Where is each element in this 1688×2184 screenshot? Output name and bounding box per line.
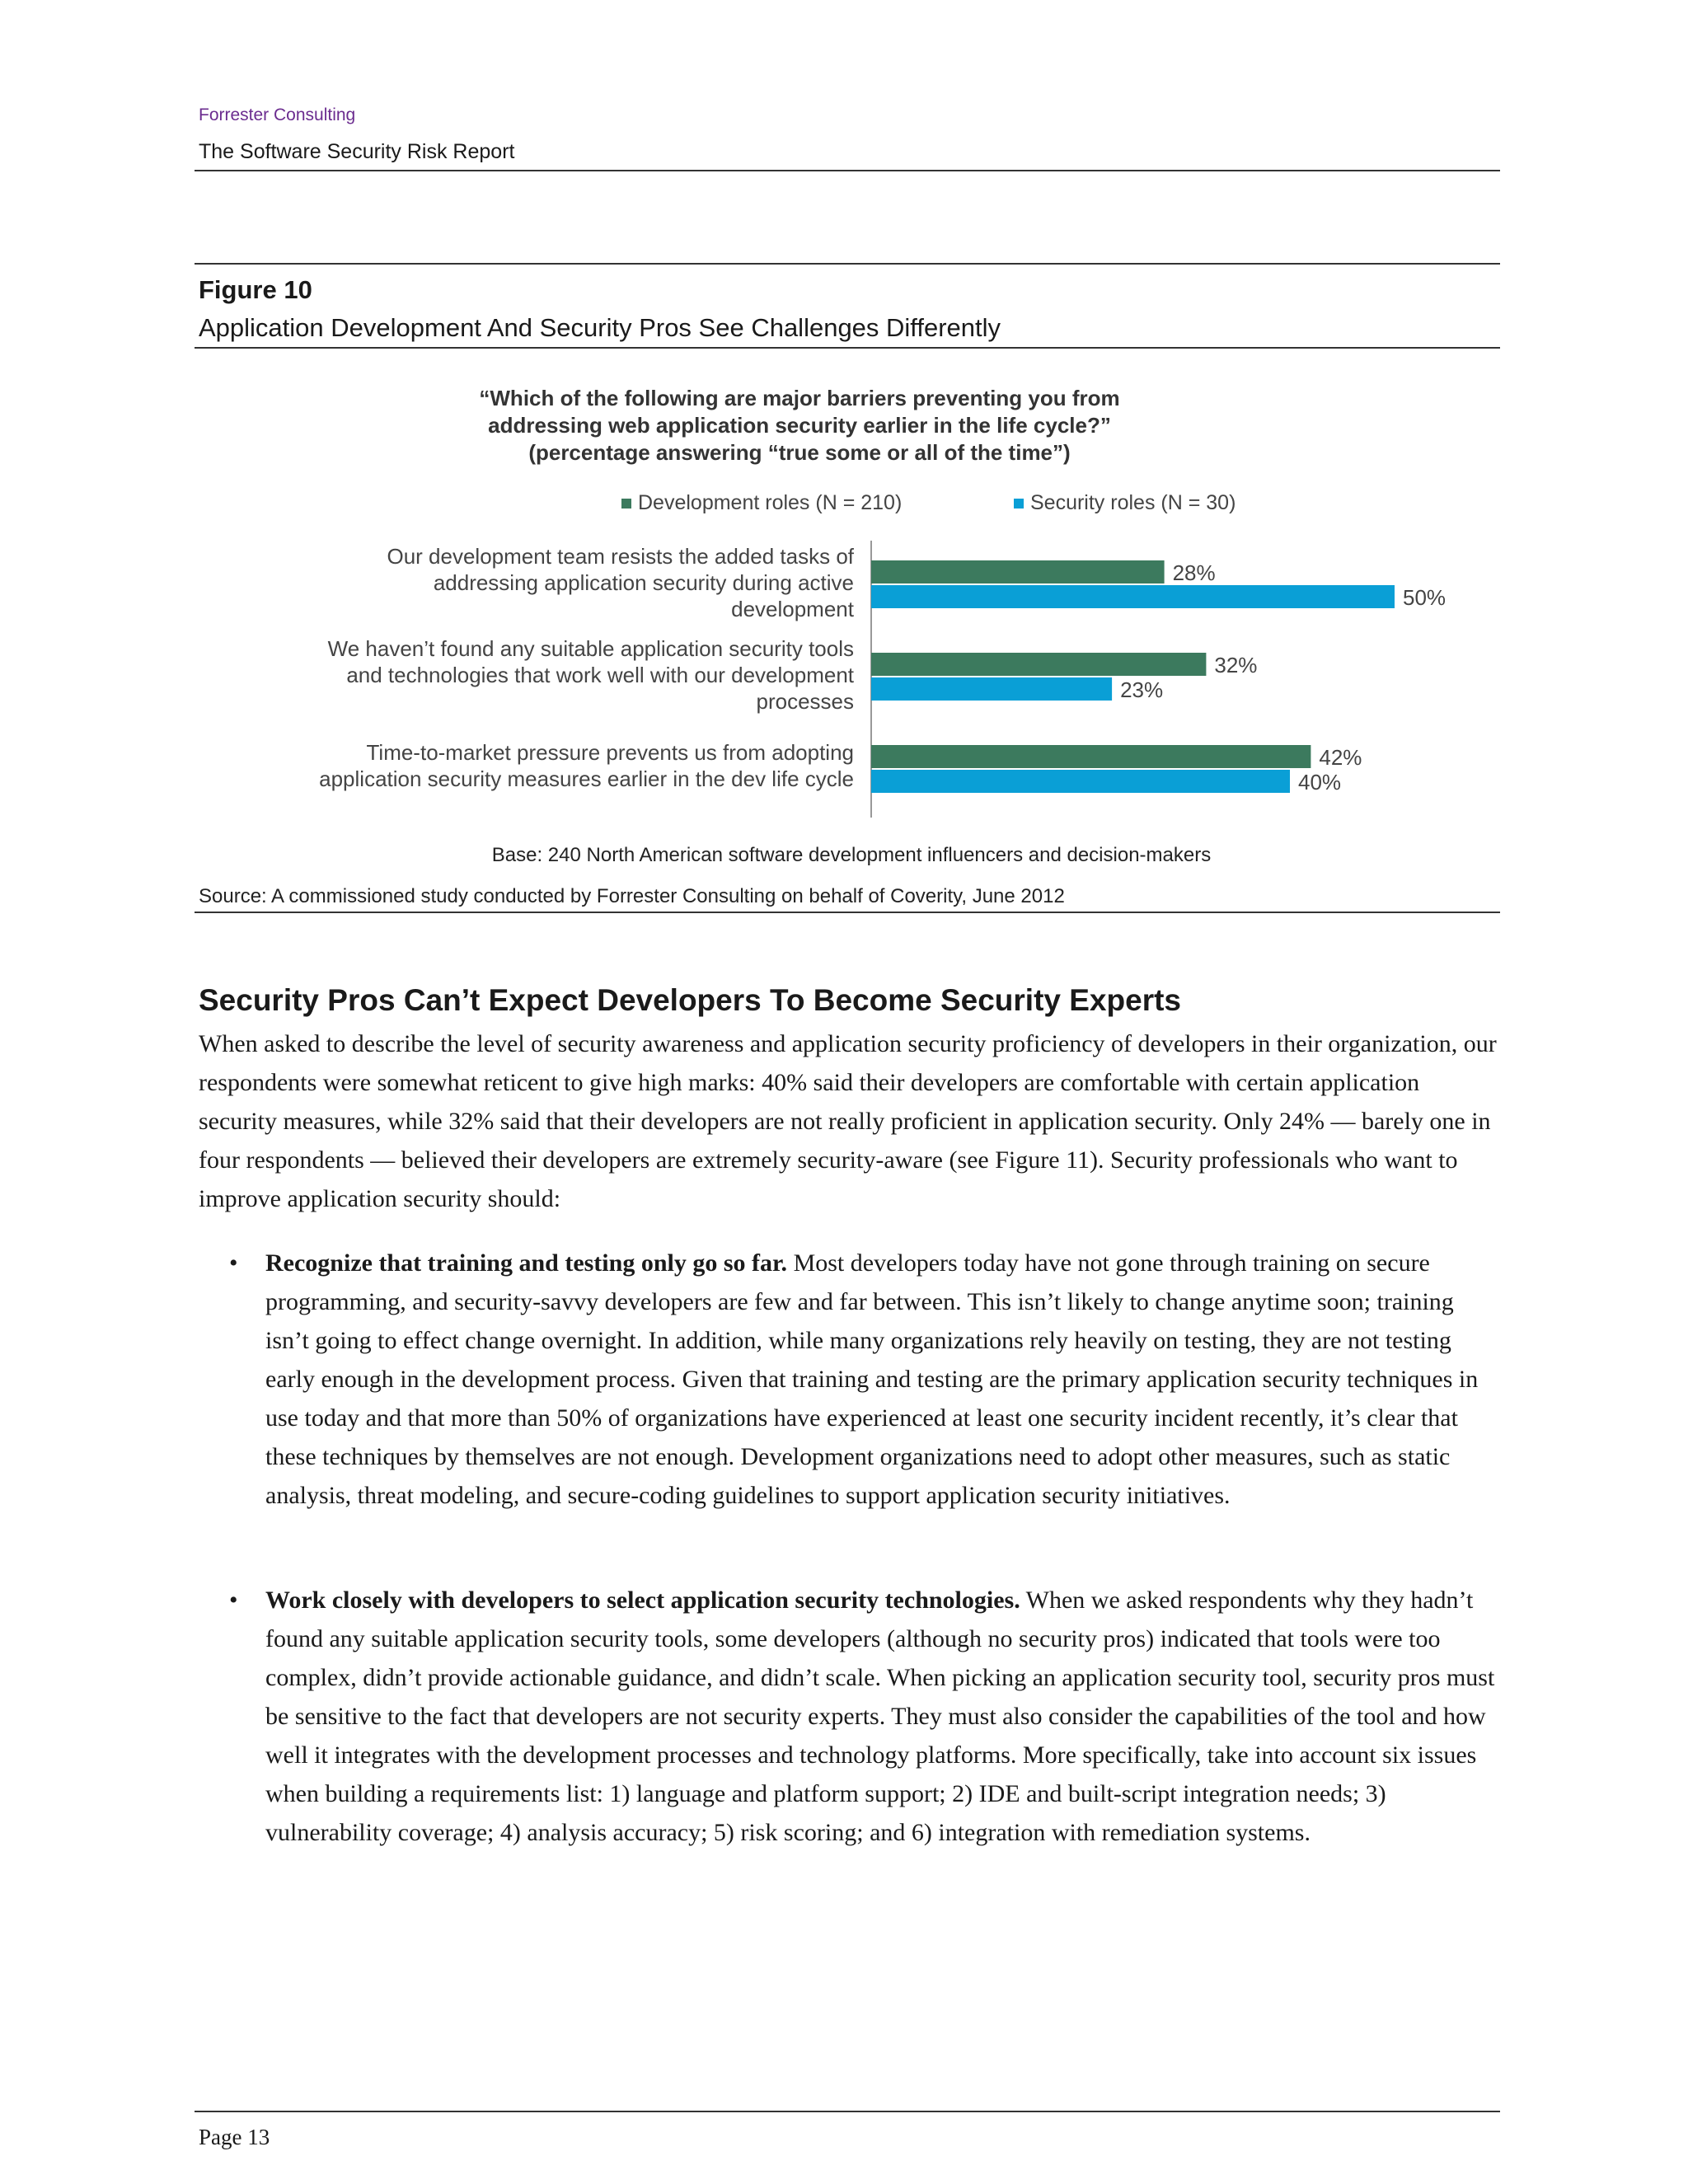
- category-label-line: Time-to-market pressure prevents us from adopting: [366, 740, 854, 765]
- bar-security-1: [871, 677, 1112, 701]
- data-label: 42%: [1319, 745, 1362, 770]
- bar-development-1: [871, 653, 1206, 676]
- data-label: 32%: [1214, 653, 1258, 677]
- data-label: 28%: [1172, 560, 1216, 585]
- data-label: 23%: [1120, 677, 1164, 702]
- category-label-line: We haven’t found any suitable application security tools: [327, 636, 854, 661]
- page-number: Page 13: [199, 2125, 270, 2149]
- category-label-line: addressing application security during active: [433, 570, 854, 595]
- bar-development-0: [871, 560, 1165, 583]
- data-label: 50%: [1403, 585, 1447, 610]
- bullet-text: [265, 1244, 1503, 1515]
- bullet-item: [229, 1581, 1503, 1852]
- bullet-lead: Recognize that training and testing only go so far.: [265, 1249, 788, 1277]
- bar-development-2: [871, 745, 1311, 768]
- bar-chart: [0, 0, 1688, 907]
- header-brand: Forrester Consulting: [199, 105, 356, 124]
- figure-title: Application Development And Security Pros See Challenges Differently: [199, 313, 1001, 342]
- bullet-text: [265, 1581, 1503, 1852]
- figure-number: Figure 10: [199, 275, 312, 304]
- bullet-body: When we asked respondents why they hadn’t found any suitable application security tools, some developers (although no security pros) indicated that tools were too complex, didn’t provide actionable guidance, and didn’t scale. When picking an application security tool, security pros must be sensitive to the fact that developers are not security experts. They must also consider the capabilities of the tool and how well it integrates with the development processes and technology platforms. More specifically, take into account six issues when building a requirements list: 1) language and platform support; 2) IDE and built-script integration needs; 3) vulnerability coverage; 4) analysis accuracy; 5) risk scoring; and 6) integration with remediation systems.: [265, 1586, 1495, 1846]
- question-line: addressing web application security earlier in the life cycle?”: [488, 413, 1111, 438]
- report-title: The Software Security Risk Report: [199, 140, 515, 163]
- bar-security-2: [871, 770, 1290, 793]
- bar-security-0: [871, 585, 1395, 608]
- bullet-lead: Work closely with developers to select application security technologies.: [265, 1586, 1020, 1614]
- legend-label-security: Security roles (N = 30): [1030, 491, 1236, 514]
- category-label-line: processes: [756, 689, 854, 714]
- category-label-line: development: [731, 597, 854, 621]
- category-label-line: and technologies that work well with our development: [346, 663, 854, 687]
- intro-paragraph: When asked to describe the level of security awareness and application security proficiency of developers in their organization, our respondents were somewhat reticent to give high marks: 40% said their developers are comfortable with certain application security measures, while 32% said that their developers are not really proficient in application security. Only 24% — barely one in four respondents — believed their developers are extremely security-aware (see Figure 11). Security professionals who want to improve application security should:: [199, 1030, 1497, 1212]
- category-label-line: application security measures earlier in the dev life cycle: [319, 766, 854, 791]
- question-line: “Which of the following are major barriers preventing you from: [479, 386, 1120, 410]
- figure-base: Base: 240 North American software development influencers and decision-makers: [491, 844, 1212, 866]
- figure-source: Source: A commissioned study conducted by Forrester Consulting on behalf of Coverity, June 2012: [199, 885, 1065, 907]
- data-label: 40%: [1298, 770, 1342, 794]
- figure-bottom-rule: [195, 912, 1500, 913]
- footer-rule: [195, 2111, 1500, 2112]
- category-label-line: Our development team resists the added tasks of: [387, 544, 854, 569]
- legend-label-development: Development roles (N = 210): [638, 491, 903, 514]
- bullet-body: Most developers today have not gone through training on secure programming, and security-savvy developers are few and far between. This isn’t likely to change anytime soon; training isn’t going to effect change overnight. In addition, while many organizations rely heavily on testing, they are not testing early enough in the development process. Given that training and testing are the primary application security techniques in use today and that more than 50% of organizations have experienced at least one security incident recently, it’s clear that these techniques by themselves are not enough. Development organizations need to adopt other measures, such as static analysis, threat modeling, and secure-coding guidelines to support application security initiatives.: [265, 1249, 1479, 1509]
- bullet-dot-icon: •: [229, 1586, 238, 1614]
- question-line: (percentage answering “true some or all of the time”): [528, 440, 1071, 465]
- section-heading: Security Pros Can’t Expect Developers To Become Security Experts: [199, 983, 1181, 1017]
- bullet-item: [229, 1244, 1503, 1515]
- bullet-dot-icon: •: [229, 1249, 238, 1277]
